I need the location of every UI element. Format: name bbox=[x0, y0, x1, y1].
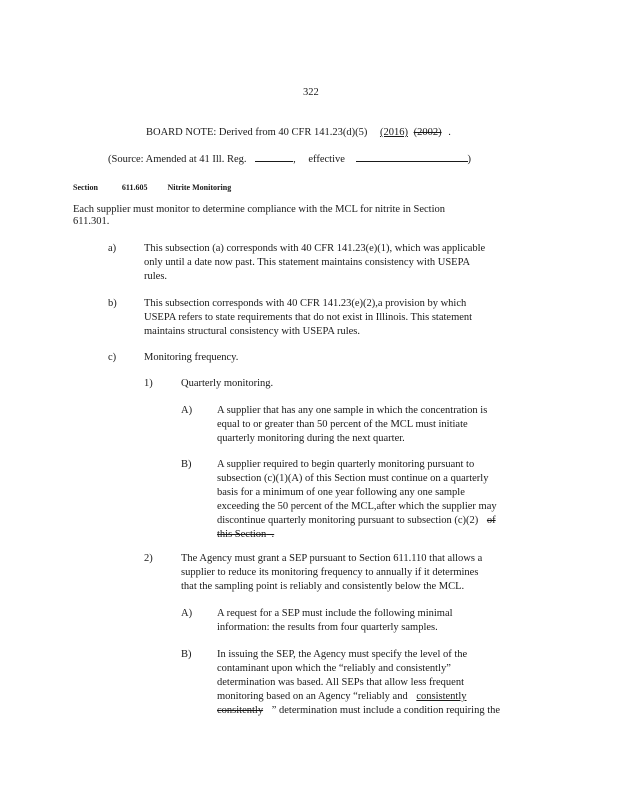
board-note-text: BOARD NOTE: Derived from 40 CFR 141.23(d)(5) bbox=[146, 127, 368, 138]
item-c2A-line: A request for a SEP must include the following minimal bbox=[217, 608, 453, 619]
source-close: ) bbox=[467, 154, 472, 165]
subsection-c-label: c) bbox=[108, 352, 117, 363]
paragraph-c2-label: 2) bbox=[144, 553, 153, 564]
struck-text: of bbox=[486, 515, 496, 526]
paragraph-c2-line: The Agency must grant a SEP pursuant to Section 611.110 that allows a bbox=[181, 553, 483, 564]
board-note-added-year: (2016) bbox=[379, 127, 408, 138]
subsection-a-line: rules. bbox=[144, 271, 168, 282]
source-effective: effective bbox=[308, 154, 345, 165]
item-c1B-line: basis for a minimum of one year following any one sample bbox=[217, 487, 465, 498]
struck-text: this Section bbox=[217, 529, 267, 540]
subsection-b-line: USEPA refers to state requirements that do not exist in Illinois. This statement bbox=[144, 312, 473, 323]
item-c2B-line4: monitoring based on an Agency “reliably and bbox=[217, 691, 408, 702]
item-c1B-line: subsection (c)(1)(A) of this Section must continue on a quarterly bbox=[217, 473, 489, 484]
item-c2B-line: determination was based. All SEPs that allow less frequent bbox=[217, 677, 464, 688]
intro-line-2: 611.301. bbox=[73, 216, 110, 227]
inserted-text: consistently bbox=[416, 691, 467, 702]
register-page-blank bbox=[255, 152, 293, 162]
paragraph-c1-label: 1) bbox=[144, 378, 153, 389]
item-c1A-line: quarterly monitoring during the next quarter. bbox=[217, 433, 405, 444]
section-heading bbox=[73, 181, 231, 194]
source-text: (Source: Amended at 41 Ill. Reg. bbox=[108, 154, 247, 165]
board-note bbox=[146, 126, 451, 139]
item-c1A-label: A) bbox=[181, 405, 193, 416]
item-c2B-line: In issuing the SEP, the Agency must specify the level of the bbox=[217, 649, 468, 660]
item-c2B-line5: ” determination must include a condition requiring the bbox=[271, 705, 501, 716]
effective-date-blank bbox=[356, 152, 468, 162]
item-c2B-line bbox=[217, 704, 500, 717]
subsection-b-label: b) bbox=[108, 298, 117, 309]
subsection-c-text: Monitoring frequency. bbox=[144, 352, 239, 363]
item-c1A-line: A supplier that has any one sample in which the concentration is bbox=[217, 405, 488, 416]
intro-line-1: Each supplier must monitor to determine compliance with the MCL for nitrite in Section bbox=[73, 204, 445, 215]
board-note-old-year: (2002) bbox=[413, 127, 442, 138]
item-c2B-label: B) bbox=[181, 649, 192, 660]
item-c1B-line: this Section . bbox=[217, 529, 275, 540]
subsection-a-line: This subsection (a) corresponds with 40 CFR 141.23(e)(1), which was applicable bbox=[144, 243, 486, 254]
section-label: Section bbox=[73, 183, 98, 192]
section-title: Nitrite Monitoring bbox=[167, 183, 232, 192]
subsection-a-label: a) bbox=[108, 243, 117, 254]
item-c2B-line bbox=[217, 690, 467, 703]
subsection-a-line: only until a date now past. This statement maintains consistency with USEPA bbox=[144, 257, 471, 268]
subsection-b-line: maintains structural consistency with USEPA rules. bbox=[144, 326, 361, 337]
source-comma: , bbox=[293, 154, 296, 165]
item-c2A-line: information: the results from four quarterly samples. bbox=[217, 622, 438, 633]
board-note-period: . bbox=[448, 127, 451, 138]
paragraph-c2-line: that the sampling point is reliably and consistently below the MCL. bbox=[181, 581, 465, 592]
item-c1B-label: B) bbox=[181, 459, 192, 470]
item-c1B-line bbox=[217, 514, 496, 527]
source-note bbox=[108, 152, 471, 166]
subsection-b-line: This subsection corresponds with 40 CFR 141.23(e)(2),a provision by which bbox=[144, 298, 467, 309]
section-number: 611.605 bbox=[121, 183, 148, 192]
item-c2A-label: A) bbox=[181, 608, 193, 619]
item-c1B-line: exceeding the 50 percent of the MCL,after which the supplier may bbox=[217, 501, 497, 512]
item-c2B-line: contaminant upon which the “reliably and consistently” bbox=[217, 663, 451, 674]
item-c1A-line: equal to or greater than 50 percent of the MCL must initiate bbox=[217, 419, 468, 430]
deleted-text: consitently bbox=[217, 705, 264, 716]
paragraph-c1-text: Quarterly monitoring. bbox=[181, 378, 274, 389]
item-c1B-last-line: discontinue quarterly monitoring pursuant to subsection (c)(2) bbox=[217, 515, 479, 526]
paragraph-c2-line: supplier to reduce its monitoring frequency to annually if it determines bbox=[181, 567, 479, 578]
page-number: 322 bbox=[303, 87, 319, 98]
item-c1B-line: A supplier required to begin quarterly monitoring pursuant to bbox=[217, 459, 475, 470]
